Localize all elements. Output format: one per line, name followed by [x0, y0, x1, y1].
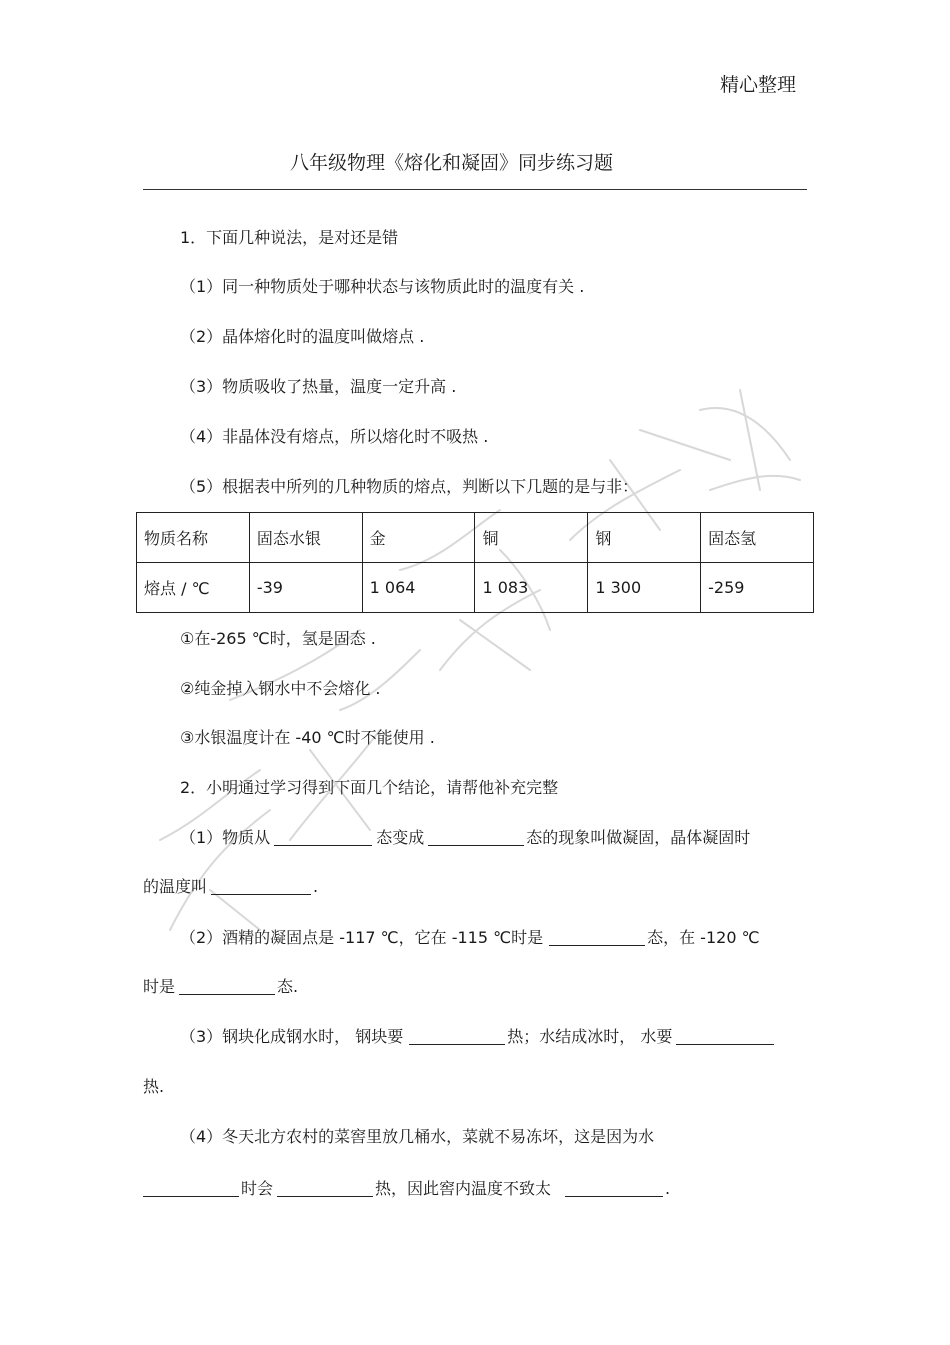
q2-p4-text-c: 热，因此窖内温度不致太	[375, 1179, 552, 1198]
melting-point-table	[136, 512, 814, 613]
table-cell: 1 300	[588, 563, 701, 613]
header-note: 精心整理	[720, 74, 797, 96]
q1-sub-1: ①在-265 ℃时，氢是固态 .	[180, 629, 376, 648]
table-cell: 1 083	[475, 563, 588, 613]
q2-part-1-line-2	[143, 876, 318, 898]
answer-blank[interactable]	[409, 1028, 505, 1045]
q2-stem: 2．小明通过学习得到下面几个结论，请帮他补充完整	[180, 778, 559, 797]
q2-p1-text-b: 态变成	[376, 828, 425, 847]
q1-item-5: （5）根据表中所列的几种物质的熔点，判断以下几题的是与非：	[180, 477, 639, 496]
q2-p4-text-d: .	[665, 1179, 671, 1198]
answer-blank[interactable]	[428, 829, 524, 846]
table-header-cell: 固态氢	[701, 513, 814, 563]
table-cell: -39	[249, 563, 362, 613]
q2-p2-text-b: 态，在 -120 ℃	[647, 928, 760, 947]
table-header-cell: 铜	[475, 513, 588, 563]
q2-part-2-line-2	[143, 976, 298, 998]
answer-blank[interactable]	[549, 929, 645, 946]
q2-p1-text-c: 态的现象叫做凝固，晶体凝固时	[526, 828, 751, 847]
table-row	[137, 563, 814, 613]
table-row	[137, 513, 814, 563]
q1-sub-2: ②纯金掉入钢水中不会熔化 .	[180, 679, 381, 698]
q1-item-3: （3）物质吸收了热量，温度一定升高 .	[180, 377, 457, 396]
q2-p1-text-e: .	[313, 877, 319, 896]
answer-blank[interactable]	[565, 1180, 663, 1197]
answer-blank[interactable]	[211, 878, 311, 895]
table-cell: -259	[701, 563, 814, 613]
table-header-cell: 物质名称	[137, 513, 250, 563]
table-header-cell: 固态水银	[249, 513, 362, 563]
q1-stem: 1．下面几种说法，是对还是错	[180, 228, 399, 247]
answer-blank[interactable]	[277, 1180, 373, 1197]
answer-blank[interactable]	[143, 1180, 239, 1197]
q1-sub-3: ③水银温度计在 -40 ℃时不能使用 .	[180, 728, 435, 747]
q2-part-1-line-1	[180, 827, 750, 849]
answer-blank[interactable]	[274, 829, 372, 846]
page-title: 八年级物理《熔化和凝固》同步练习题	[290, 152, 614, 174]
table-header-cell: 钢	[588, 513, 701, 563]
q2-part-4-line-2	[143, 1178, 670, 1200]
q1-item-4: （4）非晶体没有熔点，所以熔化时不吸热 .	[180, 427, 489, 446]
table-cell: 1 064	[362, 563, 475, 613]
q1-item-2: （2）晶体熔化时的温度叫做熔点 .	[180, 327, 425, 346]
q2-p2-text-a: （2）酒精的凝固点是 -117 ℃，它在 -115 ℃时是	[180, 928, 544, 947]
q2-p4-text-b: 时会	[241, 1179, 274, 1198]
q2-p1-text-a: （1）物质从	[180, 828, 271, 847]
q2-part-3-line-2: 热.	[143, 1077, 165, 1096]
q2-part-3-line-1	[180, 1026, 774, 1048]
q2-part-2-line-1	[180, 927, 760, 949]
q2-part-4-line-1: （4）冬天北方农村的菜窖里放几桶水，菜就不易冻坏，这是因为水	[180, 1127, 655, 1146]
q2-p2-text-c: 时是	[143, 977, 176, 996]
q2-p2-text-d: 态.	[277, 977, 299, 996]
q2-p1-text-d: 的温度叫	[143, 877, 208, 896]
answer-blank[interactable]	[179, 978, 275, 995]
q2-p3-text-b: 热；水结成冰时， 水要	[507, 1027, 673, 1046]
q1-item-1: （1）同一种物质处于哪种状态与该物质此时的温度有关 .	[180, 277, 585, 296]
table-header-cell: 金	[362, 513, 475, 563]
table-cell: 熔点 / ℃	[137, 563, 250, 613]
q2-p3-text-a: （3）钢块化成钢水时， 钢块要	[180, 1027, 404, 1046]
title-divider	[143, 189, 807, 190]
answer-blank[interactable]	[676, 1028, 774, 1045]
